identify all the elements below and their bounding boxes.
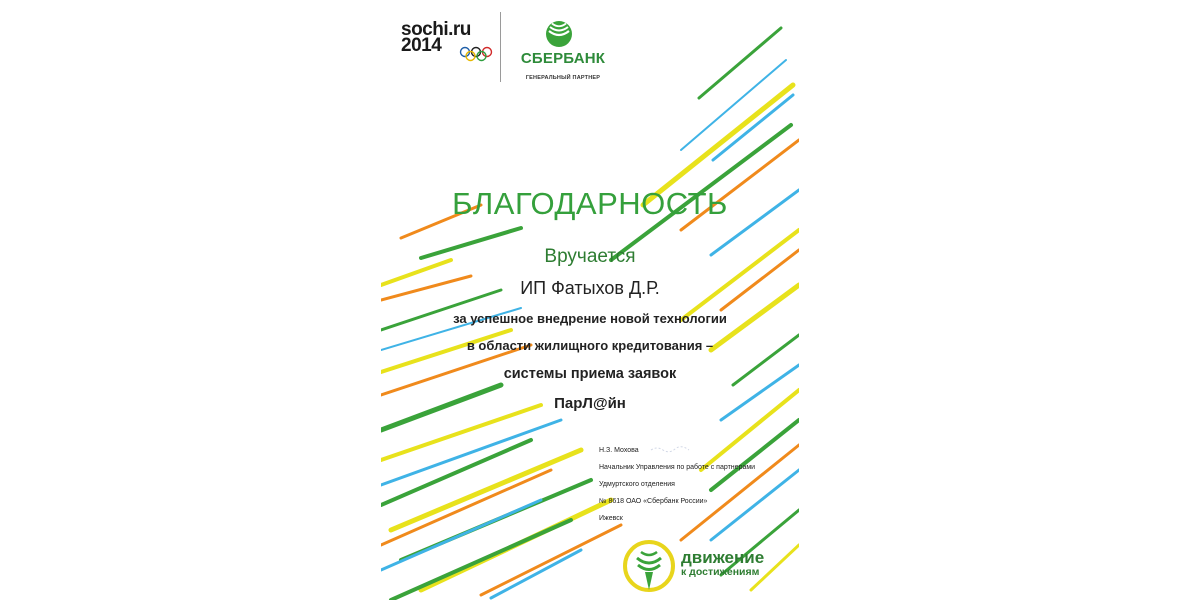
diagonal-stripes-decoration <box>381 0 799 600</box>
motto-line-2: к достижениям <box>681 566 760 578</box>
sochi-logo-line2: 2014 <box>401 35 442 56</box>
reason-line-1: за успешное внедрение новой технологии <box>453 311 727 326</box>
sberbank-name: СБЕРБАНК <box>520 50 606 67</box>
motto-line-1: движение <box>681 548 765 567</box>
sberbank-subtitle: ГЕНЕРАЛЬНЫЙ ПАРТНЕР <box>525 75 601 81</box>
olympic-rings-icon <box>459 46 495 62</box>
signatory-name: Н.З. Мохова <box>599 447 639 454</box>
header-divider <box>500 12 501 82</box>
movement-emblem-icon <box>621 538 677 594</box>
sochi-logo-line1: sochi.ru <box>401 19 471 40</box>
sochi-2014-logo <box>401 19 496 72</box>
reason-line-3: системы приема заявок <box>503 366 677 382</box>
signatory-city: Ижевск <box>599 515 623 522</box>
signatory-position-line2: Удмуртского отделения <box>599 481 675 488</box>
sberbank-emblem-icon <box>541 18 577 48</box>
signatory-position-line3: № 8618 ОАО «Сбербанк России» <box>599 498 708 505</box>
certificate-page <box>381 0 799 600</box>
signature-mark <box>649 444 695 454</box>
reason-line-4: ПарЛ@йн <box>554 395 626 412</box>
awarded-label: Вручается <box>544 246 636 267</box>
reason-line-2: в области жилищного кредитования – <box>466 338 714 353</box>
signatory-position-line1: Начальник Управления по работе с партнерами <box>599 464 756 471</box>
recipient-name: ИП Фатыхов Д.Р. <box>520 278 660 298</box>
certificate-title: БЛАГОДАРНОСТЬ <box>452 186 728 221</box>
